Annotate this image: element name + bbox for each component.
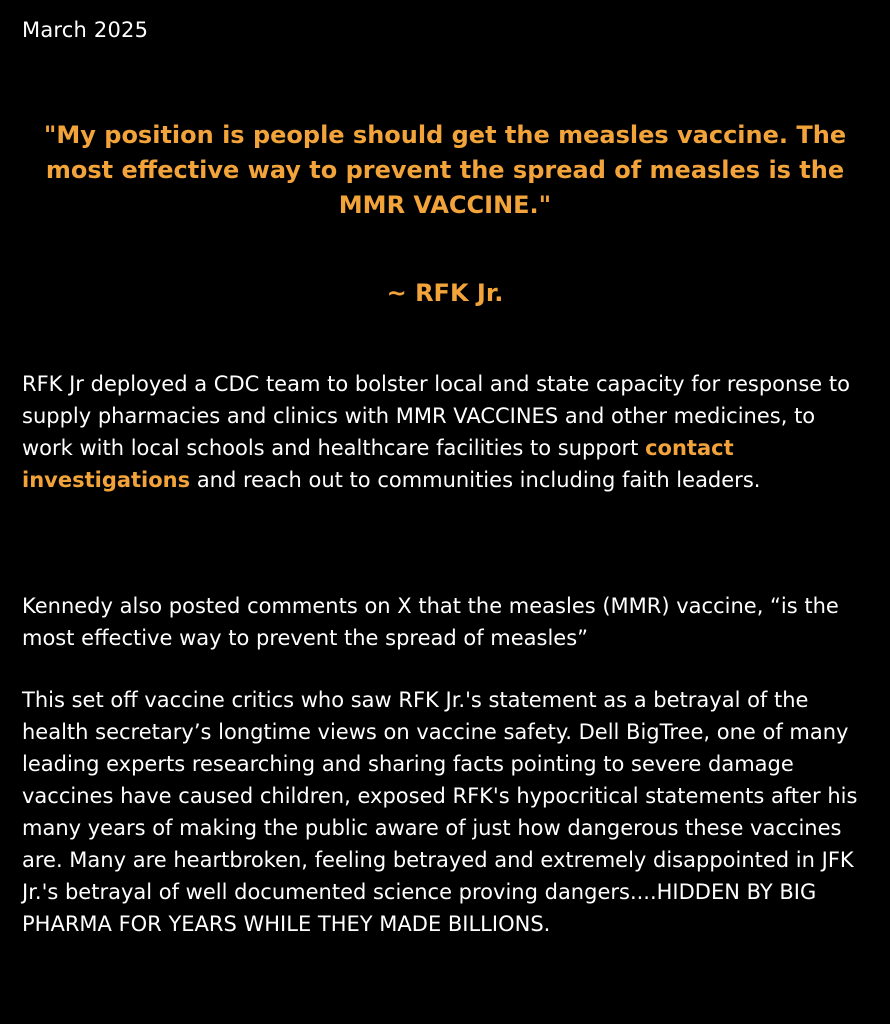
paragraph-critics-reaction: This set off vaccine critics who saw RFK Jr.'s statement as a betrayal of the health secretary’s longtime views on vaccine safety. Dell BigTree, one of many leading experts researching and sharing facts pointing to severe damage vaccines have caused children, exposed RFK's hypocritical statements after his many years of making the public aware of just how dangerous these vaccines are. Many are heartbroken, feeling betrayed and extremely disappointed in JFK Jr.'s betrayal of well documented science proving dangers....HIDDEN BY BIG PHARMA FOR YEARS WHILE THEY MADE BILLIONS. <box>22 688 858 936</box>
paragraph-cdc-team <box>22 368 872 496</box>
paragraph-kennedy-comments: Kennedy also posted comments on X that the measles (MMR) vaccine, “is the most effective way to prevent the spread of measles” <box>22 594 839 650</box>
quote-text: "My position is people should get the measles vaccine. The most effective way to prevent the spread of measles is the MMR VACCINE." <box>43 121 847 219</box>
date-label: March 2025 <box>22 18 149 42</box>
contact-investigations-highlight: contact investigations <box>22 436 734 492</box>
paragraph-cdc-team-text-1: RFK Jr deployed a CDC team to bolster local and state capacity for response to supply pharmacies and clinics with MMR VACCINES and other medicines, to work with local schools and healthcare facilities to support <box>22 372 850 460</box>
paragraph-cdc-team-text-2: and reach out to communities including faith leaders. <box>190 468 761 492</box>
quote-attribution: ~ RFK Jr. <box>386 279 504 307</box>
